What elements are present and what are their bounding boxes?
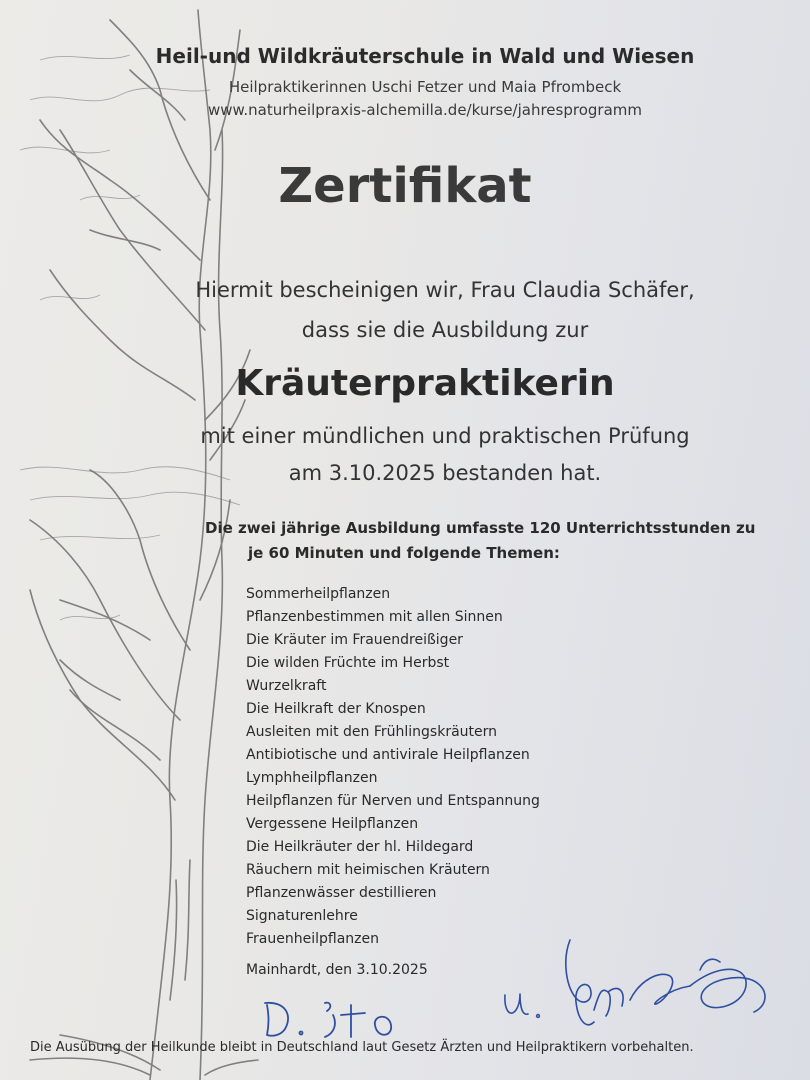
topic-item: Pflanzenwässer destillieren	[246, 885, 437, 901]
topic-item: Signaturenlehre	[246, 908, 358, 924]
website-url: www.naturheilpraxis-alchemilla.de/kurse/jahresprogramm	[207, 101, 642, 119]
topic-item: Frauenheilpflanzen	[246, 931, 379, 947]
topic-item: Die wilden Früchte im Herbst	[246, 655, 450, 671]
topic-item: Pflanzenbestimmen mit allen Sinnen	[246, 609, 503, 625]
topic-item: Lymphheilpflanzen	[246, 770, 378, 786]
topic-item: Heilpflanzen für Nerven und Entspannung	[246, 793, 540, 809]
topic-item: Vergessene Heilpflanzen	[246, 816, 419, 832]
place-and-date: Mainhardt, den 3.10.2025	[246, 962, 428, 978]
school-name: Heil-und Wildkräuterschule in Wald und Wiesen	[155, 44, 695, 68]
certification-line-1: Hiermit bescheinigen wir, Frau Claudia Schäfer,	[195, 278, 695, 302]
signature-1	[255, 985, 415, 1045]
certification-line-3: mit einer mündlichen und praktischen Prüfung	[200, 424, 690, 448]
topic-item: Die Kräuter im Frauendreißiger	[246, 632, 463, 648]
course-description-line-2: je 60 Minuten und folgende Themen:	[248, 544, 560, 562]
topic-item: Sommerheilpflanzen	[246, 586, 391, 602]
teachers-line: Heilpraktikerinnen Uschi Fetzer und Maia Pfrombeck	[228, 78, 622, 96]
topic-item: Die Heilkraft der Knospen	[246, 701, 426, 717]
course-description-line-1: Die zwei jährige Ausbildung umfasste 120 Unterrichtsstunden zu	[205, 519, 756, 537]
signature-2	[490, 930, 780, 1040]
certification-line-4: am 3.10.2025 bestanden hat.	[288, 461, 602, 485]
topic-item: Ausleiten mit den Frühlingskräutern	[246, 724, 498, 740]
topic-item: Räuchern mit heimischen Kräutern	[246, 862, 490, 878]
certificate-title: Zertifikat	[278, 158, 532, 214]
topic-list	[246, 583, 540, 951]
topic-item: Die Heilkräuter der hl. Hildegard	[246, 839, 474, 855]
topic-item: Antibiotische und antivirale Heilpflanzen	[246, 747, 530, 763]
topic-item: Wurzelkraft	[246, 678, 327, 694]
certification-line-2: dass sie die Ausbildung zur	[301, 318, 589, 342]
qualification-title: Kräuterpraktikerin	[235, 363, 615, 404]
legal-footer: Die Ausübung der Heilkunde bleibt in Deutschland laut Gesetz Ärzten und Heilpraktikern vorbehalten.	[30, 1040, 694, 1055]
